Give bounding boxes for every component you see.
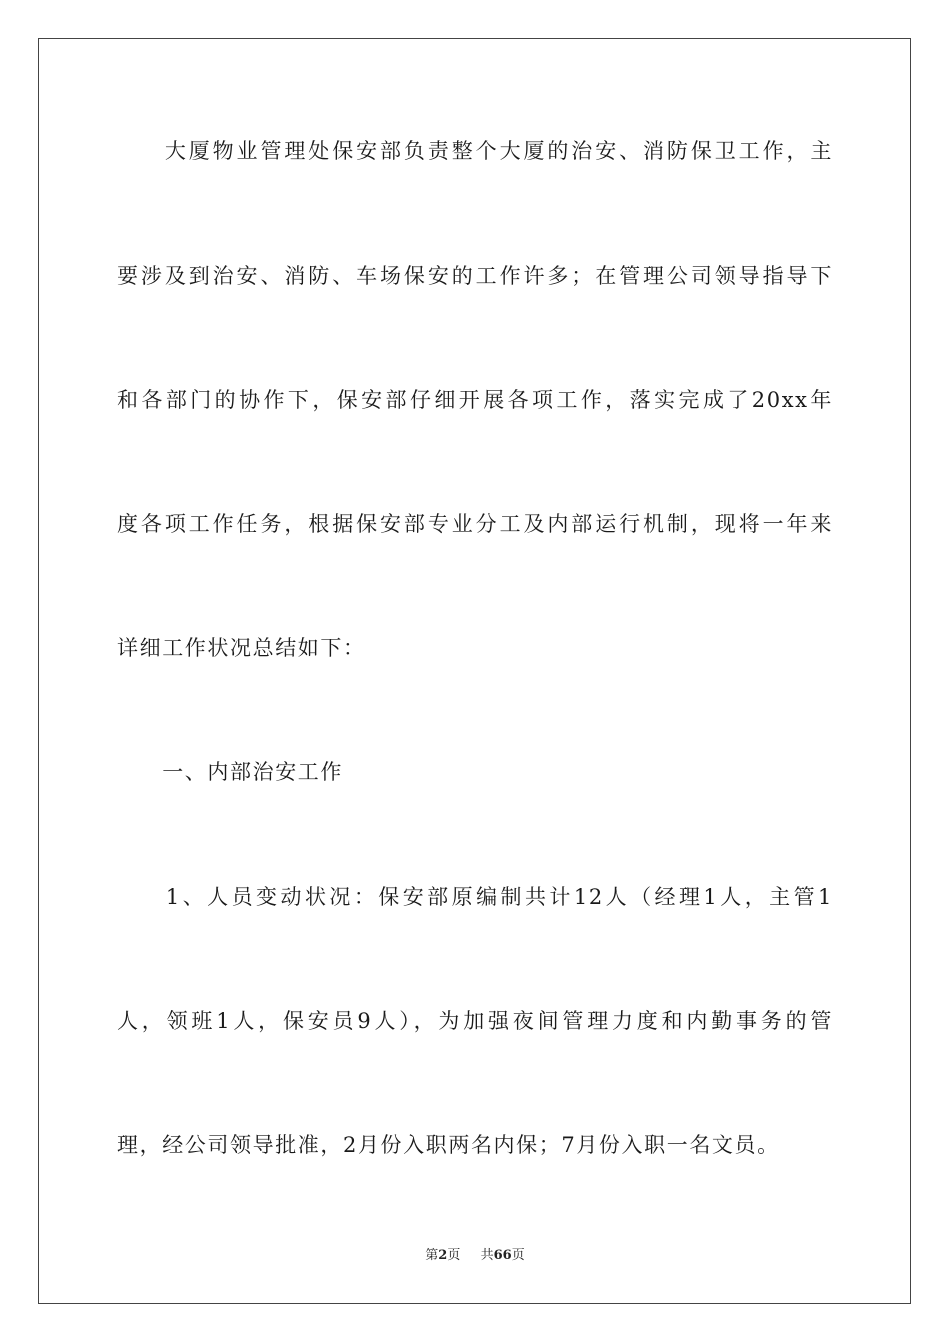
paragraph-line-5: 详细工作状况总结如下： bbox=[117, 636, 366, 660]
page-prefix: 第 bbox=[425, 1248, 439, 1263]
paragraph-line-7: 1、人员变动状况：保安部原编制共计12人（经理1人，主管1 bbox=[117, 885, 833, 909]
total-unit: 页 bbox=[511, 1248, 525, 1263]
page-total: 66 bbox=[493, 1248, 512, 1263]
paragraph-line-1: 大厦物业管理处保安部负责整个大厦的治安、消防保卫工作，主 bbox=[117, 139, 833, 163]
paragraph-line-9: 理，经公司领导批准，2月份入职两名内保；7月份入职一名文员。 bbox=[117, 1133, 780, 1157]
page-current: 2 bbox=[438, 1248, 448, 1263]
page-unit: 页 bbox=[447, 1248, 461, 1263]
paragraph-line-4: 度各项工作任务，根据保安部专业分工及内部运行机制，现将一年来 bbox=[117, 512, 833, 536]
page-footer bbox=[0, 1247, 950, 1265]
paragraph-line-3: 和各部门的协作下，保安部仔细开展各项工作，落实完成了20xx年 bbox=[117, 388, 833, 412]
paragraph-line-8: 人，领班1人，保安员9人），为加强夜间管理力度和内勤事务的管 bbox=[117, 1009, 833, 1033]
section-heading: 一、内部治安工作 bbox=[117, 760, 343, 784]
paragraph-line-2: 要涉及到治安、消防、车场保安的工作许多；在管理公司领导指导下 bbox=[117, 264, 833, 288]
total-prefix: 共 bbox=[480, 1248, 494, 1263]
page-border bbox=[38, 38, 911, 1304]
